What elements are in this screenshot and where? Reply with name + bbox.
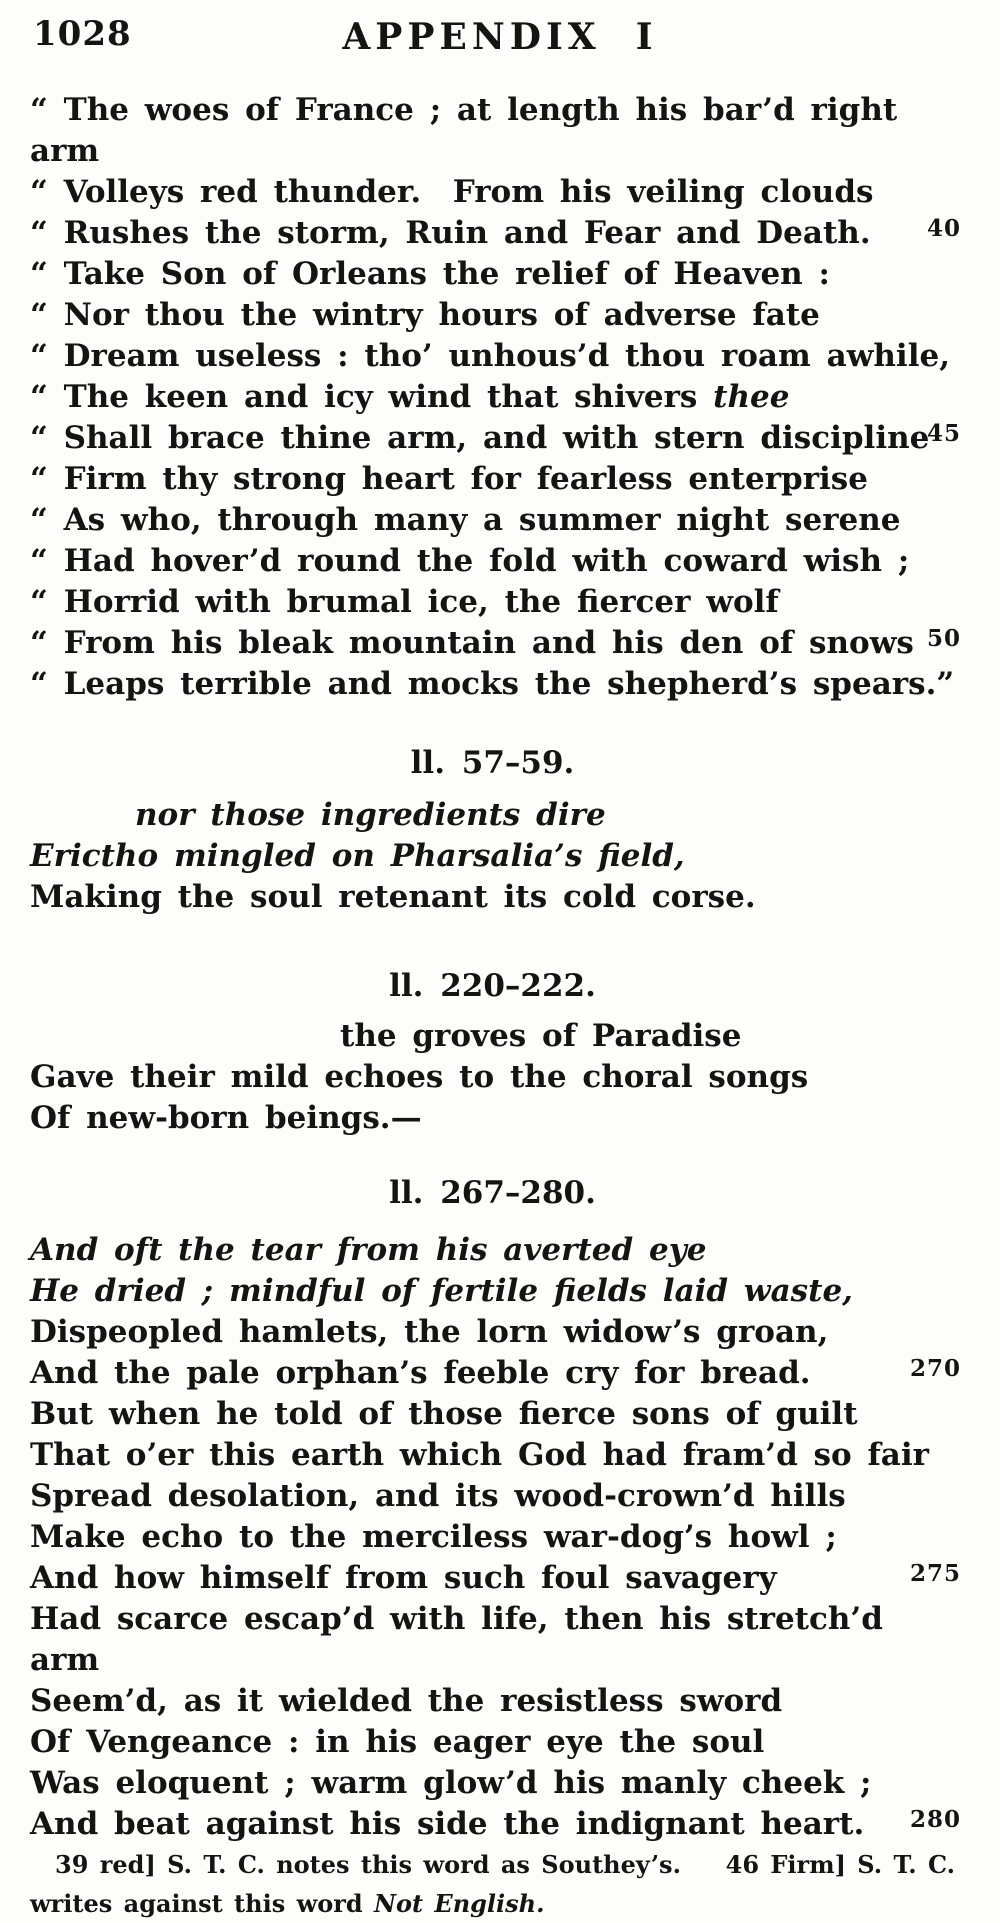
poem-line <box>30 1681 955 1722</box>
poem-line <box>30 795 955 836</box>
poem-line <box>30 1722 955 1763</box>
page-header <box>0 0 1000 68</box>
text-segment: Had scarce escap’d with life, then his stretch’d arm <box>30 1601 899 1678</box>
text-segment: “ Leaps terrible and mocks the shepherd’s spears.” <box>30 666 955 702</box>
text-segment: “ Had hover’d round the fold with coward wish ; <box>30 543 910 579</box>
section-heading: ll. 57–59. <box>410 745 575 781</box>
poem-line <box>30 459 955 500</box>
poem-line <box>30 1435 955 1476</box>
text-segment: “ Shall brace thine arm, and with stern discipline <box>30 420 930 456</box>
text-segment: “ Take Son of Orleans the relief of Heaven : <box>30 256 830 292</box>
footnote-line <box>30 1845 955 1884</box>
line-number: 45 <box>926 420 961 447</box>
poem-line <box>30 1476 955 1517</box>
stanza <box>30 1230 961 1845</box>
poem-line <box>30 877 955 918</box>
page-number: 1028 <box>33 14 132 54</box>
text-segment: “ Volleys red thunder. From his veiling clouds <box>30 174 874 210</box>
text-segment: Making the soul retenant its cold corse. <box>30 879 756 915</box>
text-segment: “ From his bleak mountain and his den of snows <box>30 625 914 661</box>
text-segment: Of Vengeance : in his eager eye the soul <box>30 1724 765 1760</box>
text-segment: “ Rushes the storm, Ruin and Fear and Death. <box>30 215 871 251</box>
italic-text-segment: He dried ; mindful of fertile fields laid waste, <box>30 1273 853 1309</box>
poem-line <box>30 1763 955 1804</box>
text-segment: Seem’d, as it wielded the resistless sword <box>30 1683 783 1719</box>
italic-text-segment: Not English. <box>374 1889 545 1918</box>
poem-line <box>30 1353 961 1394</box>
running-title: APPENDIX I <box>342 16 658 58</box>
section-heading: ll. 267–280. <box>389 1175 596 1211</box>
italic-text-segment: Erictho mingled on Pharsalia’s field, <box>30 838 685 874</box>
poem-line <box>30 377 955 418</box>
poem-line <box>30 1394 955 1435</box>
stanza <box>30 795 955 918</box>
line-number: 270 <box>909 1355 961 1382</box>
poem-line <box>30 500 955 541</box>
poem-line <box>30 664 955 705</box>
poem-line <box>30 1312 955 1353</box>
text-segment: That o’er this earth which God had fram’d so fair <box>30 1437 929 1473</box>
text-segment: And how himself from such foul savagery <box>30 1560 777 1596</box>
text-segment: “ Firm thy strong heart for fearless enterprise <box>30 461 868 497</box>
text-segment: And beat against his side the indignant heart. <box>30 1806 865 1842</box>
line-number: 275 <box>909 1560 961 1587</box>
text-segment: Spread desolation, and its wood-crown’d hills <box>30 1478 846 1514</box>
text-segment: “ Nor thou the wintry hours of adverse fate <box>30 297 820 333</box>
line-number: 40 <box>926 215 961 242</box>
poem-line <box>30 172 955 213</box>
italic-text-segment: thee <box>713 379 790 415</box>
text-segment: 39 red] S. T. C. notes this word as Southey’s. <box>55 1850 681 1879</box>
text-segment: Gave their mild echoes to the choral songs <box>30 1059 809 1095</box>
poem-line <box>30 1271 955 1312</box>
poem-line <box>30 418 961 459</box>
poem-line <box>30 1517 955 1558</box>
poem-line <box>30 90 955 172</box>
poem-line <box>30 1804 961 1845</box>
poem-line <box>30 623 961 664</box>
text-segment: “ The woes of France ; at length his bar’d right arm <box>30 92 913 169</box>
text-segment: And the pale orphan’s feeble cry for bread. <box>30 1355 811 1391</box>
poem-line <box>30 1098 955 1139</box>
section-heading: ll. 220–222. <box>389 968 596 1004</box>
text-segment: “ Dream useless : tho’ unhous’d thou roam awhile, <box>30 338 950 374</box>
poem-line <box>30 1057 955 1098</box>
poem-line <box>30 213 961 254</box>
poem-line <box>30 1016 955 1057</box>
text-segment: Make echo to the merciless war-dog’s howl ; <box>30 1519 837 1555</box>
line-number: 50 <box>926 625 961 652</box>
poem-line <box>30 254 955 295</box>
poem-line <box>30 295 955 336</box>
text-segment: “ The keen and icy wind that shivers <box>30 379 714 415</box>
stanza <box>30 1016 955 1139</box>
italic-text-segment: And oft the tear from his averted eye <box>30 1232 707 1268</box>
stanza <box>30 90 961 705</box>
text-segment: Dispeopled hamlets, the lorn widow’s groan, <box>30 1314 829 1350</box>
poem-line <box>30 336 955 377</box>
line-number: 280 <box>909 1806 961 1833</box>
text-segment: “ Horrid with brumal ice, the fiercer wolf <box>30 584 779 620</box>
page-body <box>0 90 1000 1923</box>
footnote-left <box>55 1845 681 1884</box>
text-segment: Was eloquent ; warm glow’d his manly cheek ; <box>30 1765 872 1801</box>
poem-line <box>30 836 955 877</box>
footnote-right <box>726 1845 955 1884</box>
text-segment: the groves of Paradise <box>340 1018 742 1054</box>
text-segment: writes against this word <box>30 1889 375 1918</box>
poem-line <box>30 1599 955 1681</box>
text-segment: 46 Firm] S. T. C. <box>725 1850 955 1879</box>
text-segment: Of new-born beings.— <box>30 1100 422 1136</box>
text-segment: “ As who, through many a summer night serene <box>30 502 901 538</box>
poem-line <box>30 541 955 582</box>
text-segment: But when he told of those fierce sons of guilt <box>30 1396 858 1432</box>
footnote-line <box>30 1884 955 1923</box>
poem-line <box>30 1230 955 1271</box>
italic-text-segment: nor those ingredients dire <box>135 797 606 833</box>
footnote <box>30 1845 955 1923</box>
poem-line <box>30 1558 961 1599</box>
poem-line <box>30 582 955 623</box>
